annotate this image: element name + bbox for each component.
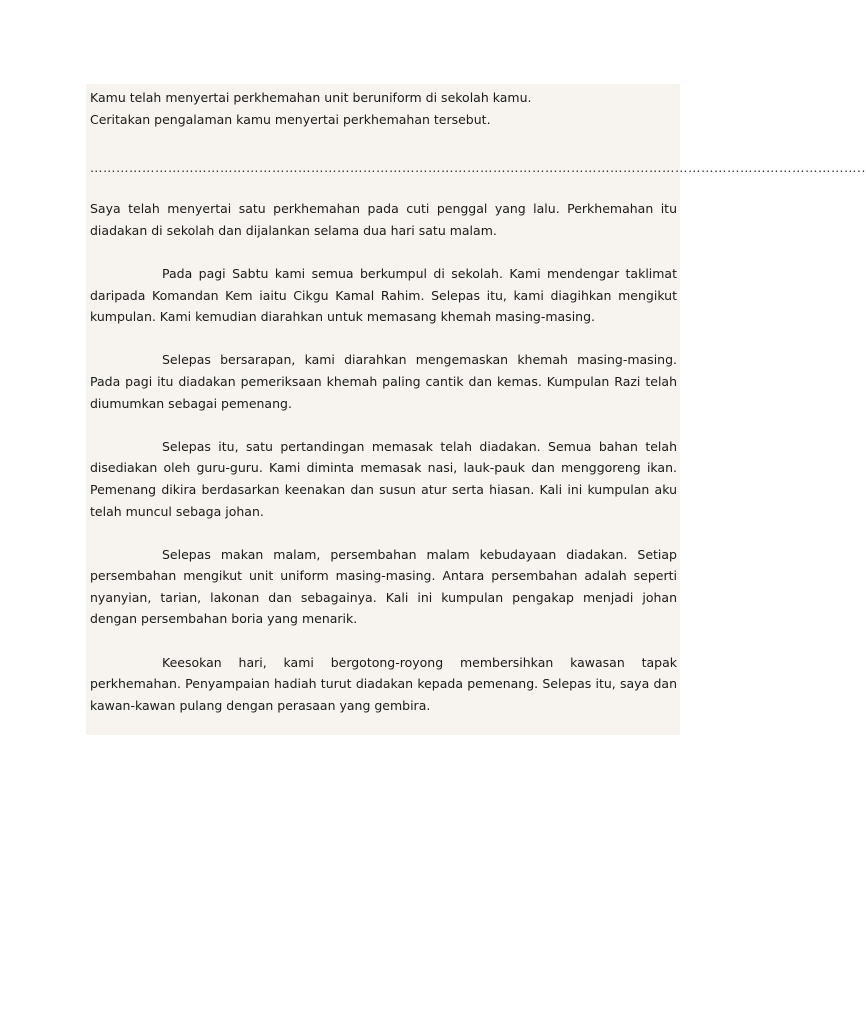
prompt-line-1: Kamu telah menyertai perkhemahan unit beruniform di sekolah kamu. (90, 90, 532, 105)
dotted-separator: …………………………………………………………………………………………………………………………………………………………….. (90, 160, 866, 176)
essay-box (86, 84, 866, 735)
essay-paragraph-4: Selepas itu, satu pertandingan memasak telah diadakan. Semua bahan telah disediakan oleh guru-guru. Kami diminta memasak nasi, lauk-pauk dan menggoreng ikan. Pemenang dikira berdasarkan keenakan dan susun atur serta hiasan. Kali ini kumpulan aku telah muncul sebaga johan. (90, 438, 677, 519)
essay-paragraph-2: Pada pagi Sabtu kami semua berkumpul di sekolah. Kami mendengar taklimat daripada Komandan Kem iaitu Cikgu Kamal Rahim. Selepas itu, kami diagihkan mengikut kumpulan. Kami kemudian diarahkan untuk memasang khemah masing-masing. (90, 265, 677, 325)
essay-paragraph-1: Saya telah menyertai satu perkhemahan pada cuti penggal yang lalu. Perkhemahan itu diadakan di sekolah dan dijalankan selama dua hari satu malam. (90, 201, 677, 238)
essay-paragraph-3: Selepas bersarapan, kami diarahkan mengemaskan khemah masing-masing. Pada pagi itu diadakan pemeriksaan khemah paling cantik dan kemas. Kumpulan Razi telah diumumkan sebagai pemenang. (90, 352, 677, 411)
essay-paragraph-5: Selepas makan malam, persembahan malam kebudayaan diadakan. Setiap persembahan mengikut unit uniform masing-masing. Antara persembahan adalah seperti nyanyian, tarian, lakonan dan sebagainya. Kali ini kumpulan pengakap menjadi johan dengan persembahan boria yang menarik. (90, 546, 677, 627)
essay-paragraph-6: Keesokan hari, kami bergotong-royong membersihkan kawasan tapak perkhemahan. Penyampaian hadiah turut diadakan kepada pemenang. Selepas itu, saya dan kawan-kawan pulang dengan perasaan yang gembira. (90, 654, 677, 713)
prompt-line-2: Ceritakan pengalaman kamu menyertai perkhemahan tersebut. (90, 111, 491, 127)
